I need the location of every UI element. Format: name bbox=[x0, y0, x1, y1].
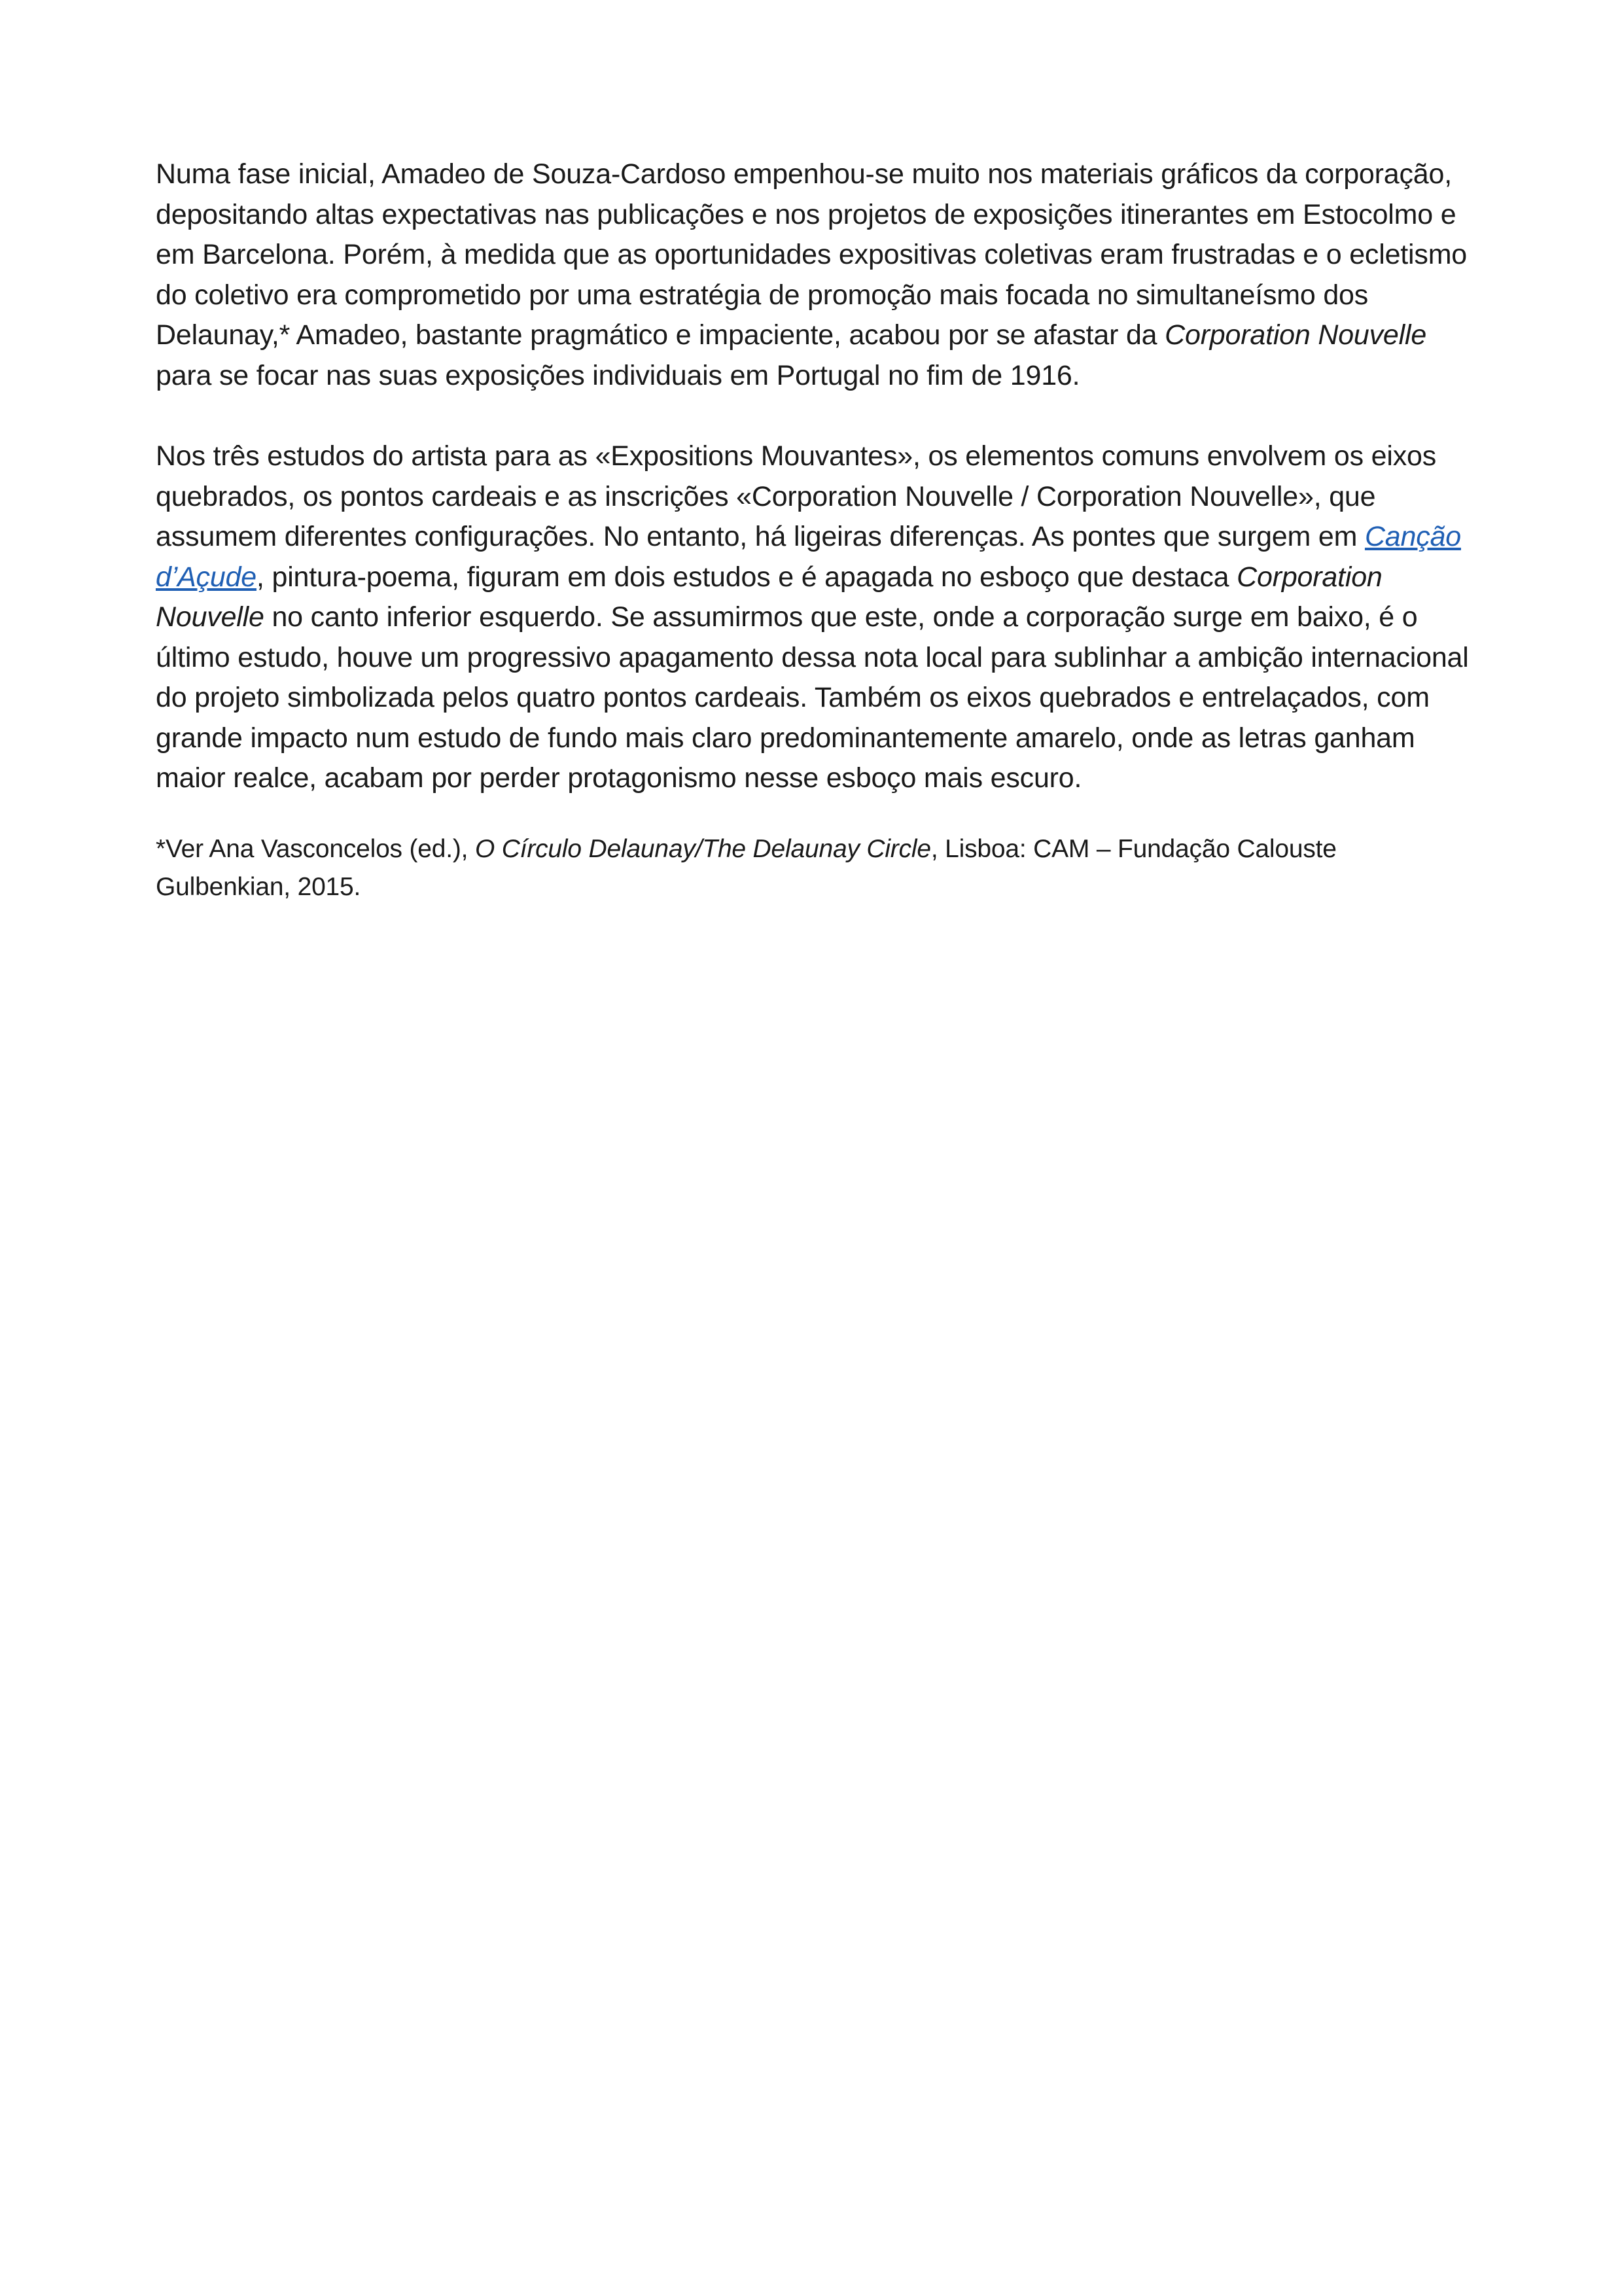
footnote-text-a: *Ver Ana Vasconcelos (ed.), bbox=[156, 834, 475, 863]
footnote bbox=[156, 830, 1471, 906]
paragraph-1 bbox=[156, 154, 1471, 396]
paragraph-2-text-c: no canto inferior esquerdo. Se assumirmos que este, onde a corporação surge em baixo, é o último estudo, houve um progressivo apagamento dessa nota local para sublinhar a ambição internacional do projeto simbolizada pelos quatro pontos cardeais. Também os eixos quebrados e entrelaçados, com grande impacto num estudo de fundo mais claro predominantemente amarelo, onde as letras ganham maior realce, acabam por perder protagonismo nesse esboço mais escuro. bbox=[156, 601, 1469, 794]
document-body bbox=[156, 154, 1471, 906]
paragraph-2-text-b: , pintura-poema, figuram em dois estudos e é apagada no esboço que destaca bbox=[256, 561, 1237, 593]
cancao-dacude-link[interactable]: Canção d’Açude bbox=[156, 521, 1461, 593]
footnote-text-b: , Lisboa: CAM – Fundação Calouste Gulbenkian, 2015. bbox=[156, 834, 1337, 901]
paragraph-2-text-a: Nos três estudos do artista para as «Expositions Mouvantes», os elementos comuns envolvem os eixos quebrados, os pontos cardeais e as inscrições «Corporation Nouvelle / Corporation Nouvelle», que assumem diferentes configurações. No entanto, há ligeiras diferenças. As pontes que surgem em bbox=[156, 440, 1437, 552]
paragraph-1-text-a: Numa fase inicial, Amadeo de Souza-Cardoso empenhou-se muito nos materiais gráficos da corporação, depositando altas expectativas nas publicações e nos projetos de exposições itinerantes em Estocolmo e em Barcelona. Porém, à medida que as oportunidades expositivas coletivas eram frustradas e o ecletismo do coletivo era comprometido por uma estratégia de promoção mais focada no simultaneísmo dos Delaunay,* Amadeo, bastante pragmático e impaciente, acabou por se afastar da bbox=[156, 158, 1468, 351]
paragraph-2-italic-corporation-nouvelle: Corporation Nouvelle bbox=[156, 561, 1383, 633]
paragraph-2 bbox=[156, 436, 1471, 799]
paragraph-1-italic-corporation-nouvelle: Corporation Nouvelle bbox=[1165, 319, 1427, 351]
paragraph-1-text-b: para se focar nas suas exposições individuais em Portugal no fim de 1916. bbox=[156, 359, 1080, 391]
footnote-italic-title: O Círculo Delaunay/The Delaunay Circle bbox=[474, 834, 931, 863]
